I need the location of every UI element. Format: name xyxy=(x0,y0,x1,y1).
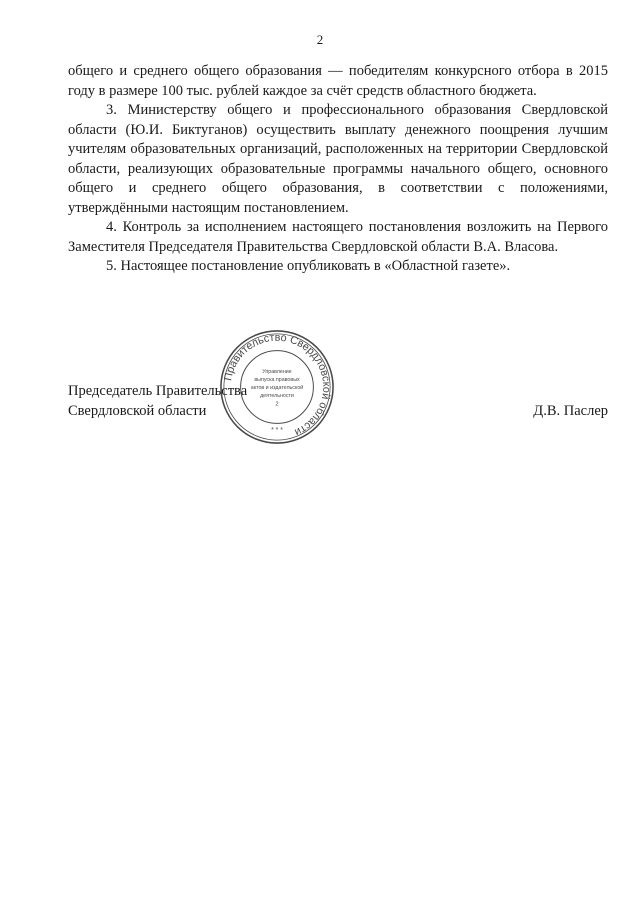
paragraph-item-5: 5. Настоящее постановление опубликовать в «Областной газете». xyxy=(106,258,511,274)
seal-stamp-icon xyxy=(218,328,336,446)
paragraph-item-4: 4. Контроль за исполнением настоящего постановления возложить на Первого Заместителя Председателя Правительства Свердловской области В.А. Власова. xyxy=(68,219,608,255)
seal-inner-line-4: деятельности xyxy=(260,392,294,399)
seal-inner-line-2: выпуска правовых xyxy=(254,377,300,384)
signatory-name: Д.В. Паслер xyxy=(533,402,608,419)
seal-outer-text: Правительство Свердловской области xyxy=(222,331,333,439)
seal-inner-line-5: 2 xyxy=(275,401,279,408)
signatory-title-line-2: Свердловской области xyxy=(68,402,207,419)
official-seal-stamp xyxy=(218,328,336,446)
paragraph-continuation: общего и среднего общего образования — победителям конкурсного отбора в 2015 году в размере 100 тыс. рублей каждое за счёт средств областного бюджета. xyxy=(68,63,608,99)
document-body xyxy=(68,62,608,277)
signatory-title-line-1: Председатель Правительства xyxy=(68,383,248,399)
seal-inner-line-1: Управление xyxy=(262,369,292,376)
seal-inner-line-3: актов и издательской xyxy=(250,384,304,391)
seal-stars: * * * xyxy=(271,427,283,435)
page-number: 2 xyxy=(316,32,324,47)
signature-block xyxy=(68,382,608,422)
paragraph-item-3: 3. Министерству общего и профессионального образования Свердловской области (Ю.И. Биктуганов) осуществить выплату денежного поощрения лучшим учителям образовательных организаций, расположенных на территории Свердловской области, реализующих образовательные программы начального общего, основного общего и среднего общего образования, в соответствии с положениями, утверждёнными настоящим постановлением. xyxy=(68,102,608,216)
